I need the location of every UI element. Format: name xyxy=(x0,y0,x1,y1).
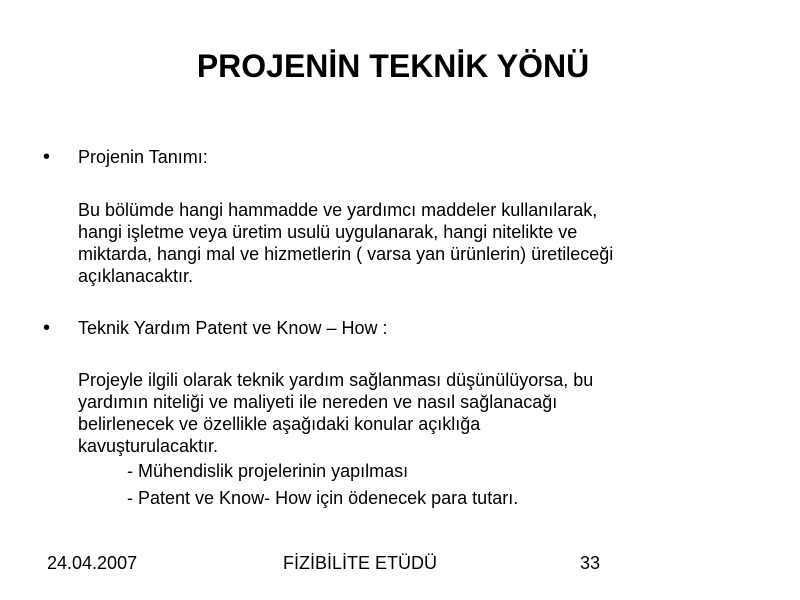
paragraph-line: yardımın niteliği ve maliyeti ile nereden ve nasıl sağlanacağı xyxy=(78,392,558,412)
section-paragraph-projenin-tanimi xyxy=(78,199,758,287)
section-heading-projenin-tanimi: Projenin Tanımı: xyxy=(78,147,208,167)
bullet-marker: • xyxy=(43,146,51,168)
paragraph-line: kavuşturulacaktır. xyxy=(78,436,219,456)
footer-title: FİZİBİLİTE ETÜDÜ xyxy=(283,553,438,573)
paragraph-line: Projeyle ilgili olarak teknik yardım sağlanması düşünülüyorsa, bu xyxy=(78,370,594,390)
paragraph-line: hangi işletme veya üretim usulü uygulanarak, hangi nitelikte ve xyxy=(78,222,578,242)
slide-title: PROJENİN TEKNİK YÖNÜ xyxy=(196,48,590,84)
paragraph-line: belirlenecek ve özellikle aşağıdaki konular açıklığa xyxy=(78,414,481,434)
sub-item-patent: - Patent ve Know- How için ödenecek para tutarı. xyxy=(127,488,519,508)
bullet-marker: • xyxy=(43,317,51,339)
section-paragraph-teknik-yardim xyxy=(78,369,758,457)
footer-page-number: 33 xyxy=(580,553,601,573)
paragraph-line: Bu bölümde hangi hammadde ve yardımcı maddeler kullanılarak, xyxy=(78,200,598,220)
paragraph-line: açıklanacaktır. xyxy=(78,266,194,286)
footer-date: 24.04.2007 xyxy=(47,553,138,573)
section-heading-teknik-yardim: Teknik Yardım Patent ve Know – How : xyxy=(78,318,388,338)
sub-item-muhendislik: - Mühendislik projelerinin yapılması xyxy=(127,461,409,481)
paragraph-line: miktarda, hangi mal ve hizmetlerin ( varsa yan ürünlerin) üretileceği xyxy=(78,244,614,264)
